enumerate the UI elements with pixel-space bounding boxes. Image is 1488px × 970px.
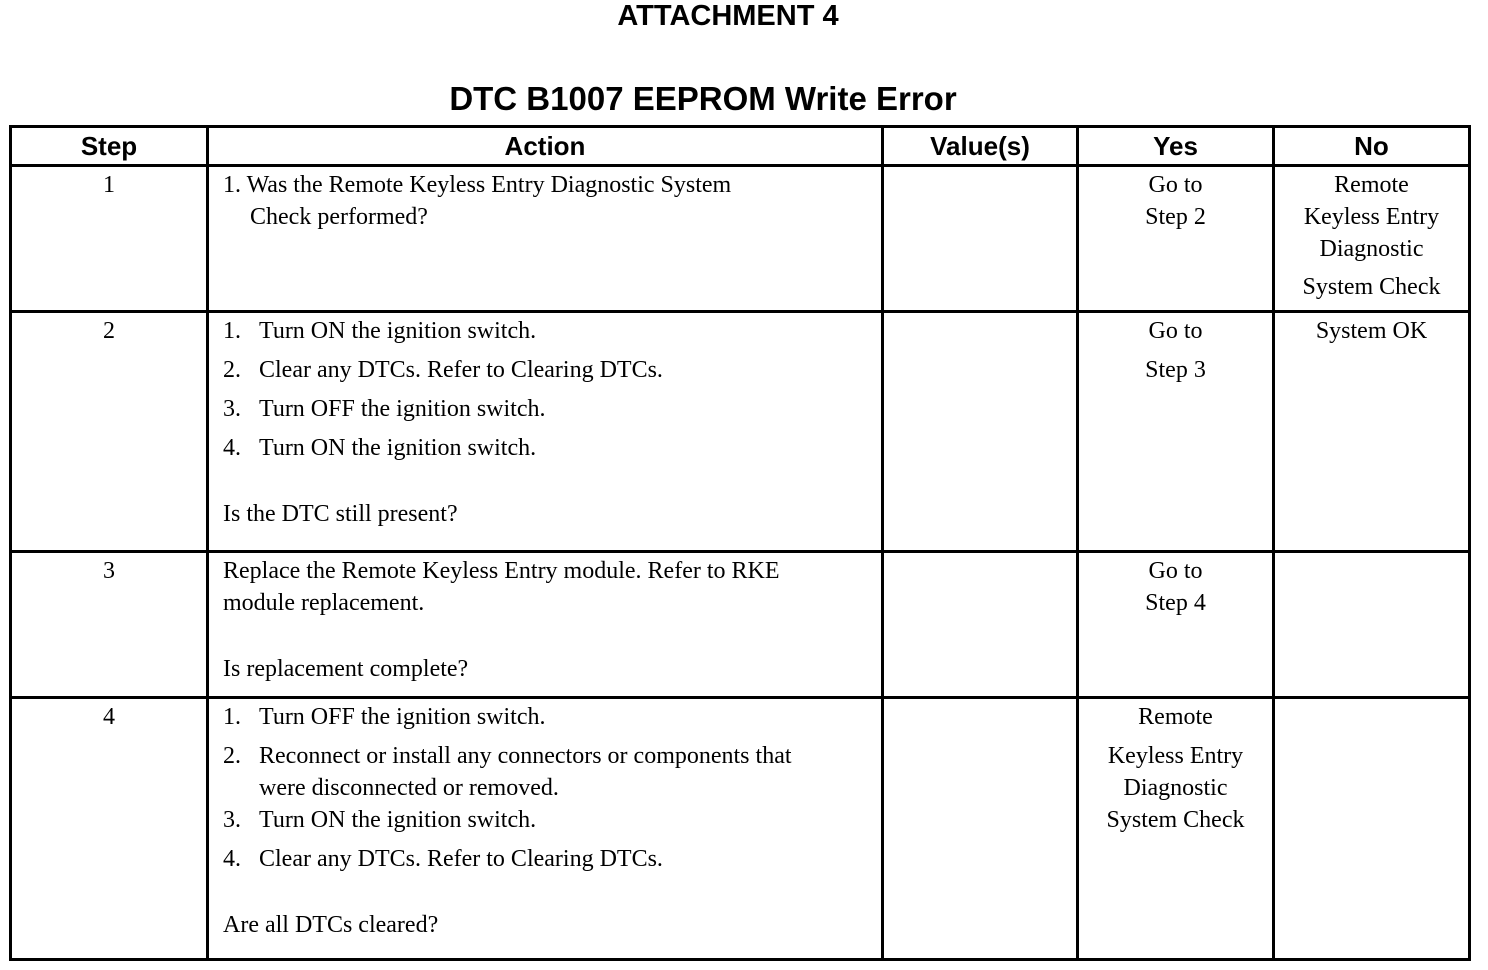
action-item: 2. Reconnect or install any connectors or components that were disconnected or removed. bbox=[223, 743, 792, 801]
no-cell: System OK bbox=[1274, 312, 1470, 552]
no-cell bbox=[1274, 698, 1470, 960]
step-cell: 1 bbox=[11, 166, 208, 312]
header-action: Action bbox=[208, 127, 883, 166]
attachment-heading: ATTACHMENT 4 bbox=[617, 0, 839, 32]
diagnostic-table bbox=[9, 125, 1471, 961]
action-item: 1. Turn ON the ignition switch. bbox=[223, 318, 537, 344]
action-cell bbox=[208, 166, 883, 312]
header-values: Value(s) bbox=[883, 127, 1078, 166]
action-question: Is the DTC still present? bbox=[223, 501, 458, 527]
action-question: Is replacement complete? bbox=[223, 656, 469, 682]
yes-cell: Go to Step 2 bbox=[1078, 166, 1274, 312]
no-cell: Remote Keyless Entry Diagnostic System Check bbox=[1274, 166, 1470, 312]
action-line: Replace the Remote Keyless Entry module. Refer to RKE bbox=[223, 558, 780, 584]
step-cell: 3 bbox=[11, 552, 208, 698]
action-item: 4. Clear any DTCs. Refer to Clearing DTCs. bbox=[223, 846, 663, 872]
action-cell bbox=[208, 698, 883, 960]
yes-cell: Remote Keyless Entry Diagnostic System Check bbox=[1078, 698, 1274, 960]
action-item: 3. Turn ON the ignition switch. bbox=[223, 807, 537, 833]
value-cell bbox=[883, 698, 1078, 960]
action-item: 4. Turn ON the ignition switch. bbox=[223, 435, 537, 461]
header-row bbox=[11, 127, 1470, 166]
yes-cell: Go to Step 3 bbox=[1078, 312, 1274, 552]
no-cell bbox=[1274, 552, 1470, 698]
action-line: Check performed? bbox=[250, 204, 428, 230]
value-cell bbox=[883, 312, 1078, 552]
step-cell: 4 bbox=[11, 698, 208, 960]
action-cell bbox=[208, 312, 883, 552]
action-line: 1. Was the Remote Keyless Entry Diagnostic System bbox=[223, 172, 732, 198]
header-no: No bbox=[1274, 127, 1470, 166]
table-row bbox=[11, 312, 1470, 552]
step-cell: 2 bbox=[11, 312, 208, 552]
table-row bbox=[11, 698, 1470, 960]
header-step: Step bbox=[11, 127, 208, 166]
action-item: 2. Clear any DTCs. Refer to Clearing DTCs. bbox=[223, 357, 663, 383]
value-cell bbox=[883, 166, 1078, 312]
action-item: 3. Turn OFF the ignition switch. bbox=[223, 396, 546, 422]
yes-cell: Go to Step 4 bbox=[1078, 552, 1274, 698]
document-title: DTC B1007 EEPROM Write Error bbox=[449, 80, 957, 117]
action-cell bbox=[208, 552, 883, 698]
header-yes: Yes bbox=[1078, 127, 1274, 166]
action-line: module replacement. bbox=[223, 590, 425, 616]
action-item: 1. Turn OFF the ignition switch. bbox=[223, 704, 546, 730]
table-row bbox=[11, 552, 1470, 698]
value-cell bbox=[883, 552, 1078, 698]
table-row bbox=[11, 166, 1470, 312]
action-question: Are all DTCs cleared? bbox=[223, 912, 439, 938]
